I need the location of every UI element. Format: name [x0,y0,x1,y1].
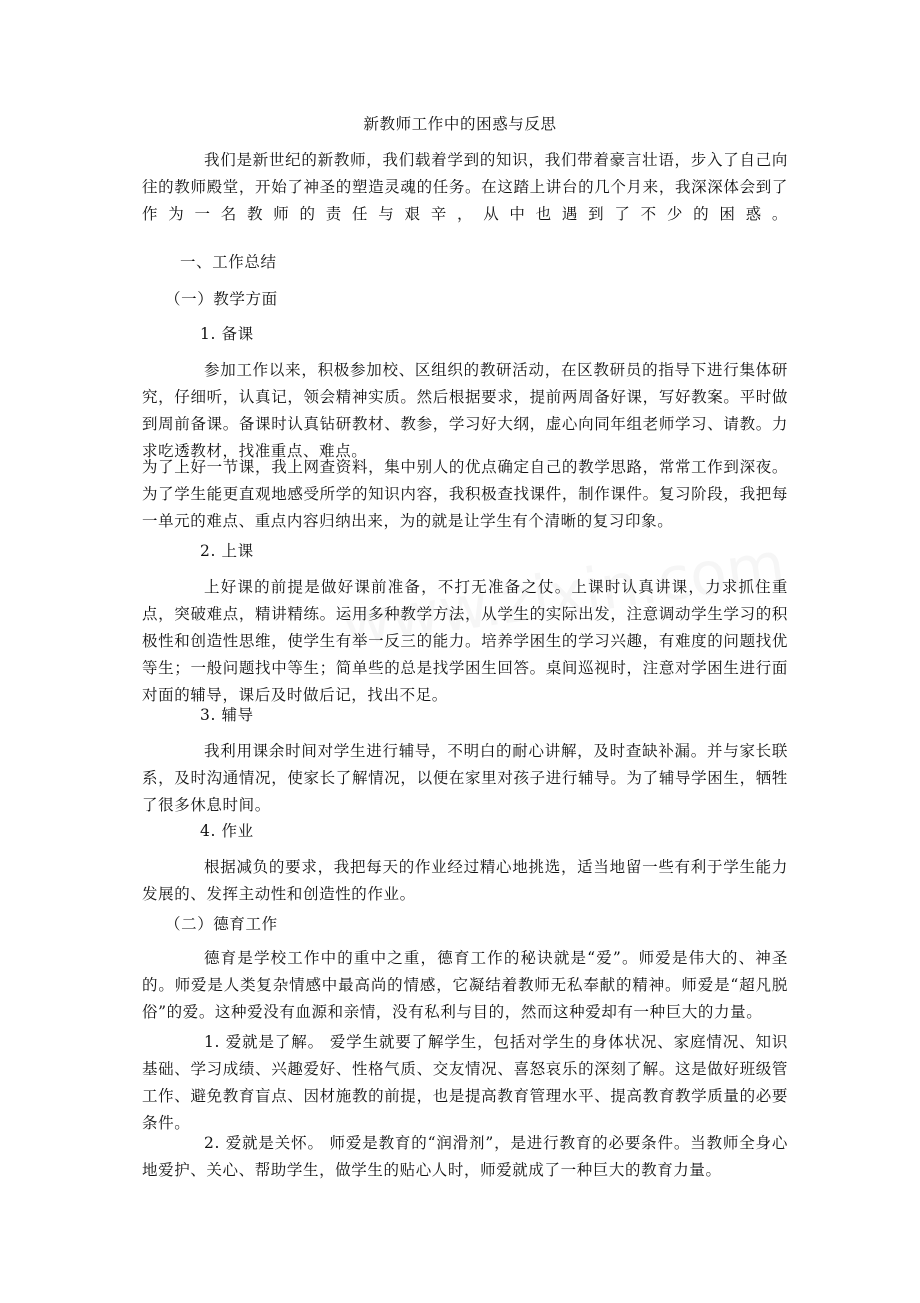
paragraph-tutoring: 我利用课余时间对学生进行辅导，不明白的耐心讲解，及时查缺补漏。并与家长联系，及时沟通情况，使家长了解情况，以便在家里对孩子进行辅导。为了辅导学困生，牺牲了很多休息时间。 [142,742,788,814]
item-heading-homework: 4. 作业 [200,822,254,840]
paragraph-teaching-class: 上好课的前提是做好课前准备，不打无准备之仗。上课时认真讲课，力求抓住重点，突破难点，精讲精练。运用多种教学方法，从学生的实际出发，注意调动学生学习的积极性和创造性思维，使学生有举一反三的能力。培养学困生的学习兴趣，有难度的问题找优等生；一般问题找中等生；简单些的总是找学困生回答。桌间巡视时，注意对学困生进行面对面的辅导，课后及时做后记，找出不足。 [142,578,788,704]
subheading-moral-education: （二）德育工作 [165,915,278,933]
paragraph-love-is-care: 2. 爱就是关怀。 师爱是教育的“润滑剂”，是进行教育的必要条件。当教师全身心地爱护、关心、帮助学生，做学生的贴心人时，师爱就成了一种巨大的教育力量。 [142,1134,788,1179]
section-heading-work-summary: 一、工作总结 [180,253,277,271]
paragraph-love-is-understanding: 1. 爱就是了解。 爱学生就要了解学生，包括对学生的身体状况、家庭情况、知识基础、学习成绩、兴趣爱好、性格气质、交友情况、喜怒哀乐的深刻了解。这是做好班级管工作、避免教育盲点、因材施教的前提，也是提高教育管理水平、提高教育教学质量的必要条件。 [142,1033,788,1132]
item-heading-teaching-class: 2. 上课 [200,542,254,560]
document-title: 新教师工作中的困惑与反思 [363,115,557,133]
paragraph-homework: 根据减负的要求，我把每天的作业经过精心地挑选，适当地留一些有利于学生能力发展的、发挥主动性和创造性的作业。 [142,858,788,903]
paragraph-moral-education: 德育是学校工作中的重中之重，德育工作的秘诀就是“爱”。师爱是伟大的、神圣的。师爱是人类复杂情感中最高尚的情感，它凝结着教师无私奉献的精神。师爱是“超凡脱俗”的爱。这种爱没有血源和亲情，没有私利与目的，然而这种爱却有一种巨大的力量。 [142,949,788,1021]
intro-paragraph: 我们是新世纪的新教师，我们载着学到的知识，我们带着豪言壮语，步入了自己向往的教师殿堂，开始了神圣的塑造灵魂的任务。在这踏上讲台的几个月来，我深深体会到了作为一名教师的责任与艰辛，从中也遇到了不少的困惑。 [142,151,788,223]
paragraph-lesson-prep-2: 为了上好一节课，我上网查资料，集中别人的优点确定自己的教学思路，常常工作到深夜。为了学生能更直观地感受所学的知识内容，我积极查找课件，制作课件。复习阶段，我把每一单元的难点、重点内容归纳出来，为的就是让学生有个清晰的复习印象。 [142,458,788,530]
item-heading-lesson-prep: 1. 备课 [200,325,254,343]
paragraph-lesson-prep: 参加工作以来，积极参加校、区组织的教研活动，在区教研员的指导下进行集体研究，仔细听，认真记，领会精神实质。然后根据要求，提前两周备好课，写好教案。平时做到周前备课。备课时认真钻研教材、教参，学习好大纲，虚心向同年组老师学习、请教。力求吃透教材，找准重点、难点。 [142,361,788,460]
subheading-teaching: （一）教学方面 [165,290,278,308]
item-heading-tutoring: 3. 辅导 [200,706,254,724]
